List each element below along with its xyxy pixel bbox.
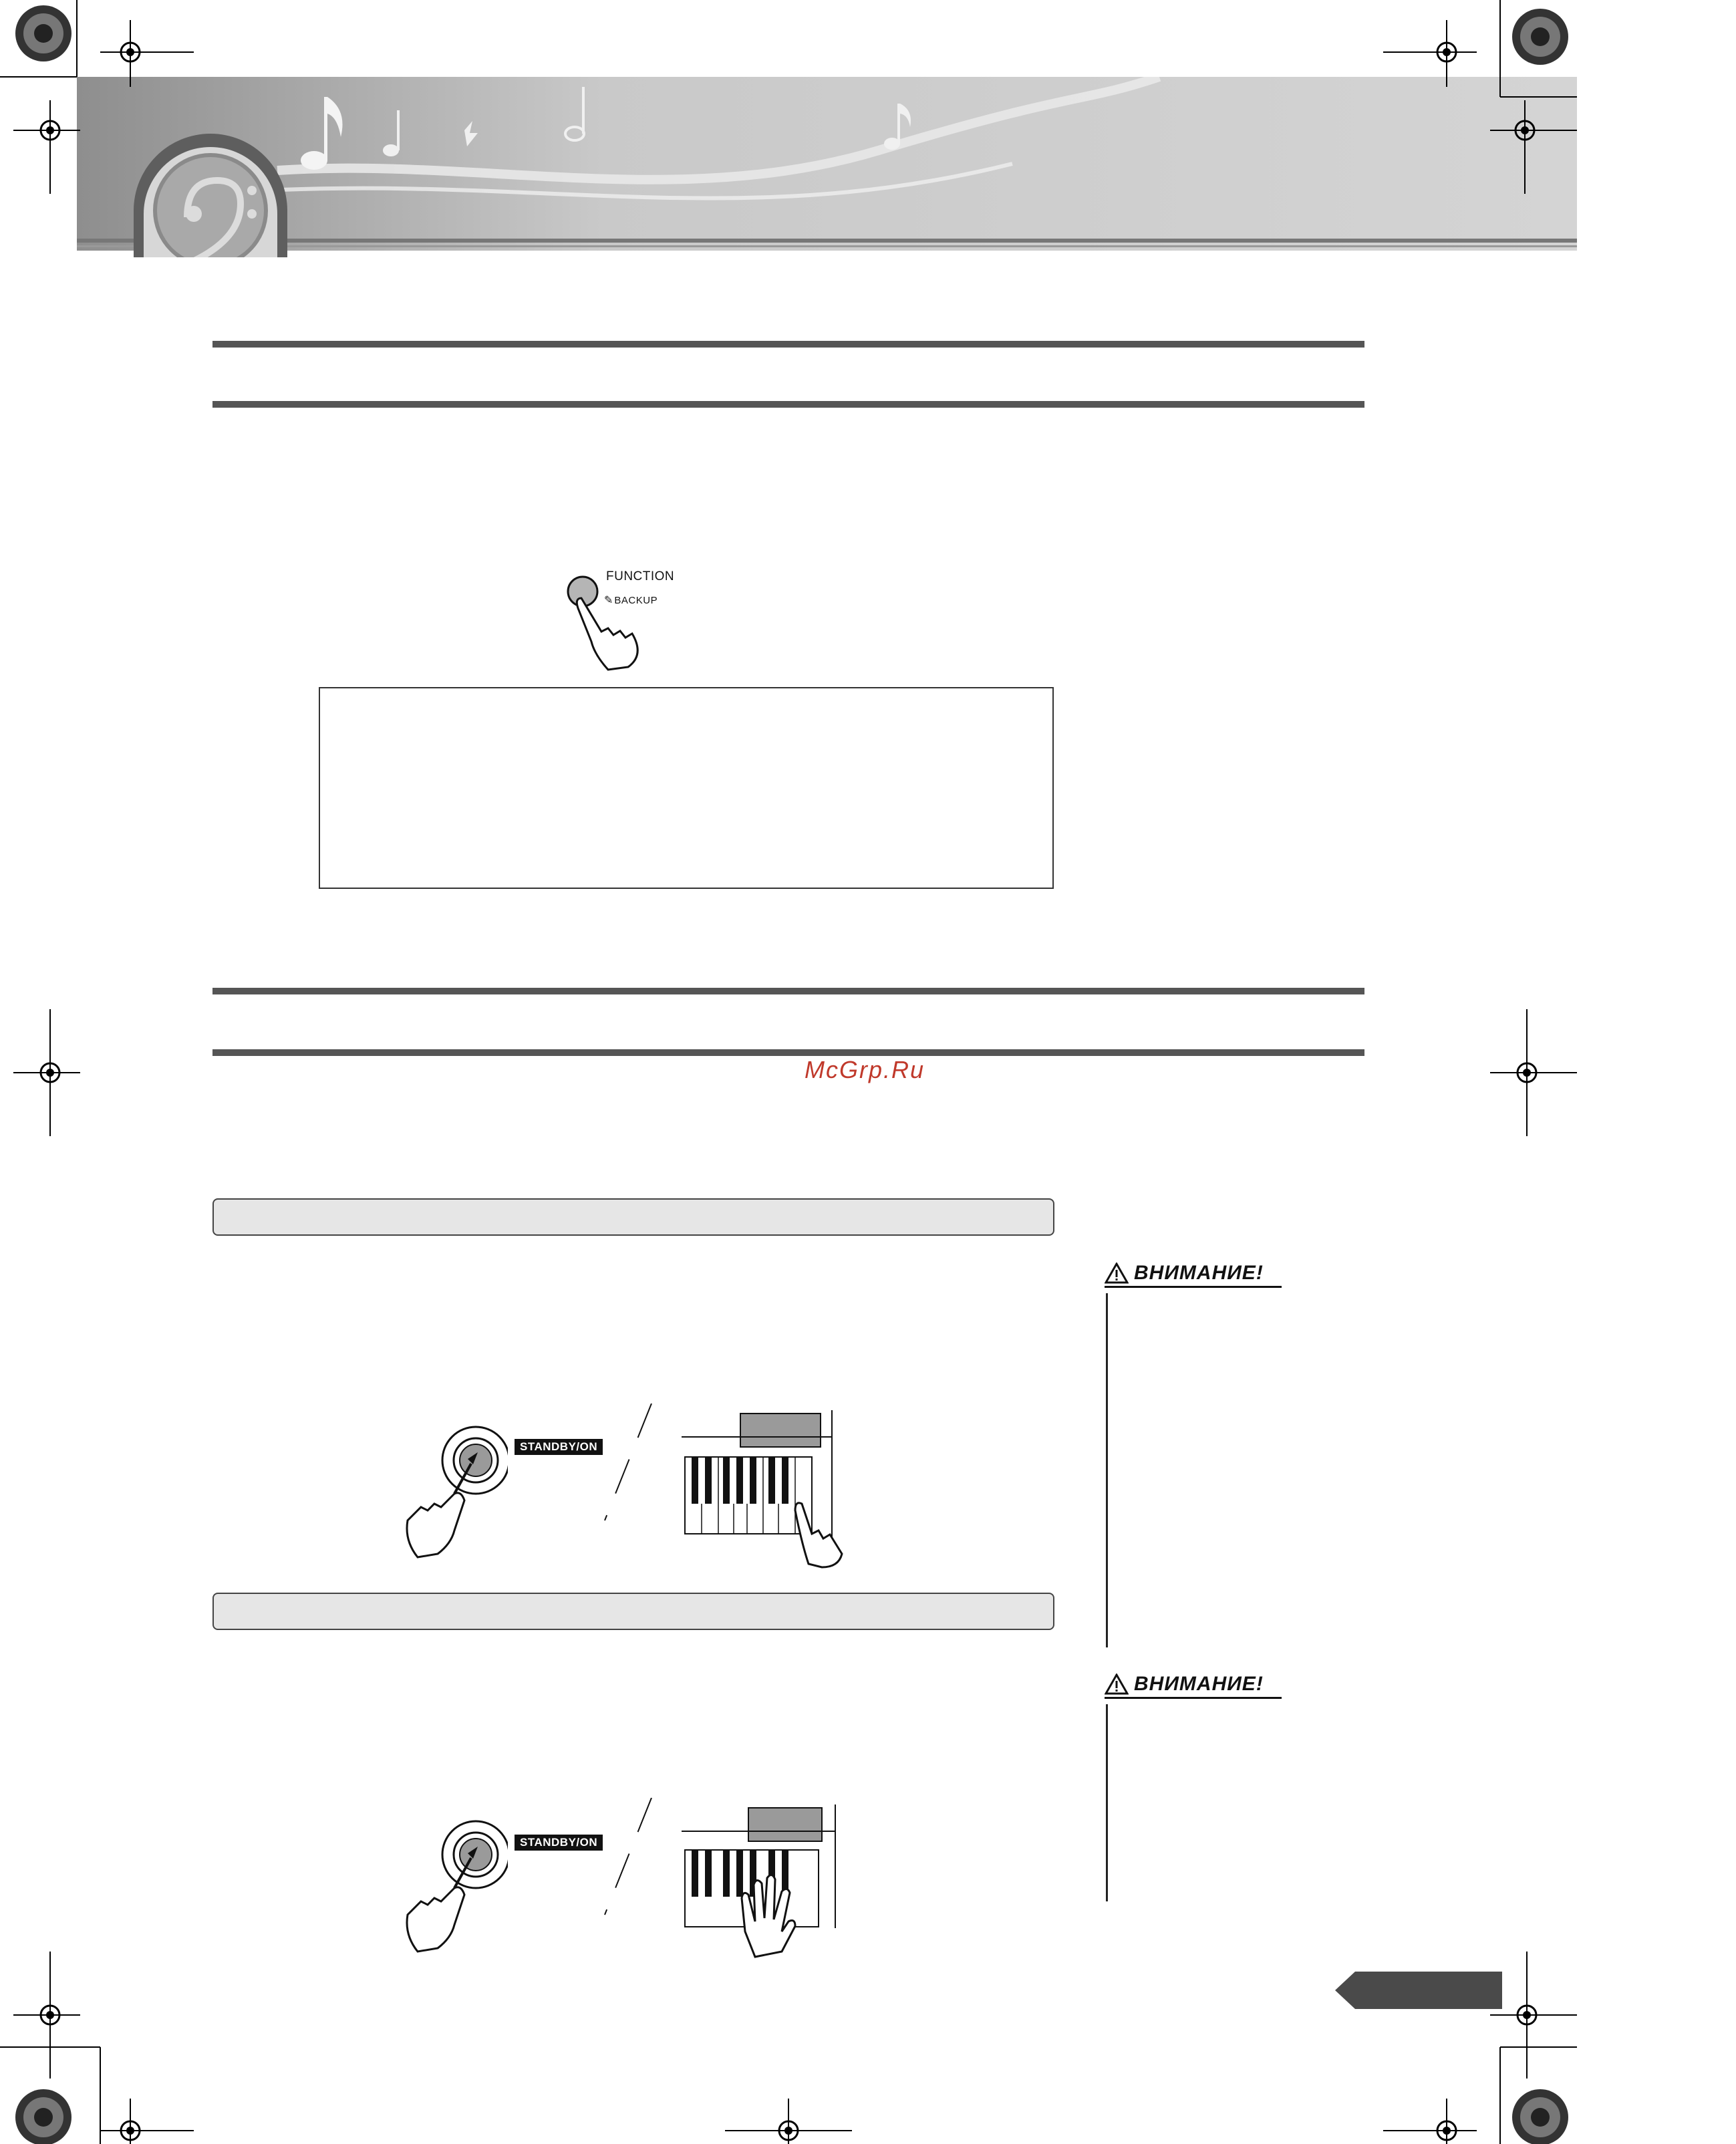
separator-slash: [601, 1798, 655, 1918]
crosshair-icon: [725, 2099, 852, 2144]
subheading-bar: [212, 1593, 1054, 1630]
crosshair-icon: [1383, 20, 1477, 87]
caution-title: ВНИМАНИЕ!: [1134, 1262, 1264, 1284]
watermark: McGrp.Ru: [805, 1056, 925, 1083]
section-rule-bottom: [212, 401, 1364, 408]
keys: [692, 1457, 788, 1504]
crosshair-icon: [100, 2099, 194, 2144]
subheading-bar: [212, 1198, 1054, 1236]
caution-block: [1105, 1673, 1285, 1699]
keyboard-chord-illustration: [682, 1804, 855, 1958]
crosshair-icon: [1490, 1009, 1577, 1136]
pencil-icon: ✎: [604, 595, 613, 606]
standby-press-illustration: [401, 1400, 508, 1564]
separator-slash: [601, 1403, 655, 1524]
function-label: FUNCTION: [606, 569, 675, 583]
crosshair-icon: [100, 20, 194, 87]
caution-side-line: [1106, 1704, 1108, 1901]
caution-block: [1105, 1262, 1285, 1288]
keyboard-press-illustration: [682, 1410, 855, 1571]
warning-triangle-icon: [1105, 1262, 1129, 1284]
backup-label: BACKUP: [614, 594, 658, 606]
crosshair-icon: [1383, 2099, 1477, 2144]
section-rule-top: [212, 988, 1364, 994]
warning-triangle-icon: [1105, 1673, 1129, 1695]
standby-on-label: STANDBY/ON: [515, 1439, 603, 1455]
backup-label-group: [604, 593, 658, 607]
page-number-tab: [1335, 1972, 1502, 2009]
header-band: [77, 77, 1577, 257]
section-rule-bottom: [212, 1049, 1364, 1056]
notice-box: [319, 687, 1054, 889]
crosshair-icon: [13, 1009, 80, 1136]
crosshair-icon: [13, 100, 80, 194]
crosshair-icon: [1490, 100, 1577, 194]
caution-title: ВНИМАНИЕ!: [1134, 1673, 1264, 1695]
standby-on-label: STANDBY/ON: [515, 1835, 603, 1851]
registration-mark-bottom-right: [1470, 2017, 1736, 2144]
standby-press-illustration: [401, 1794, 508, 1958]
caution-side-line: [1106, 1293, 1108, 1647]
section-rule-top: [212, 341, 1364, 348]
